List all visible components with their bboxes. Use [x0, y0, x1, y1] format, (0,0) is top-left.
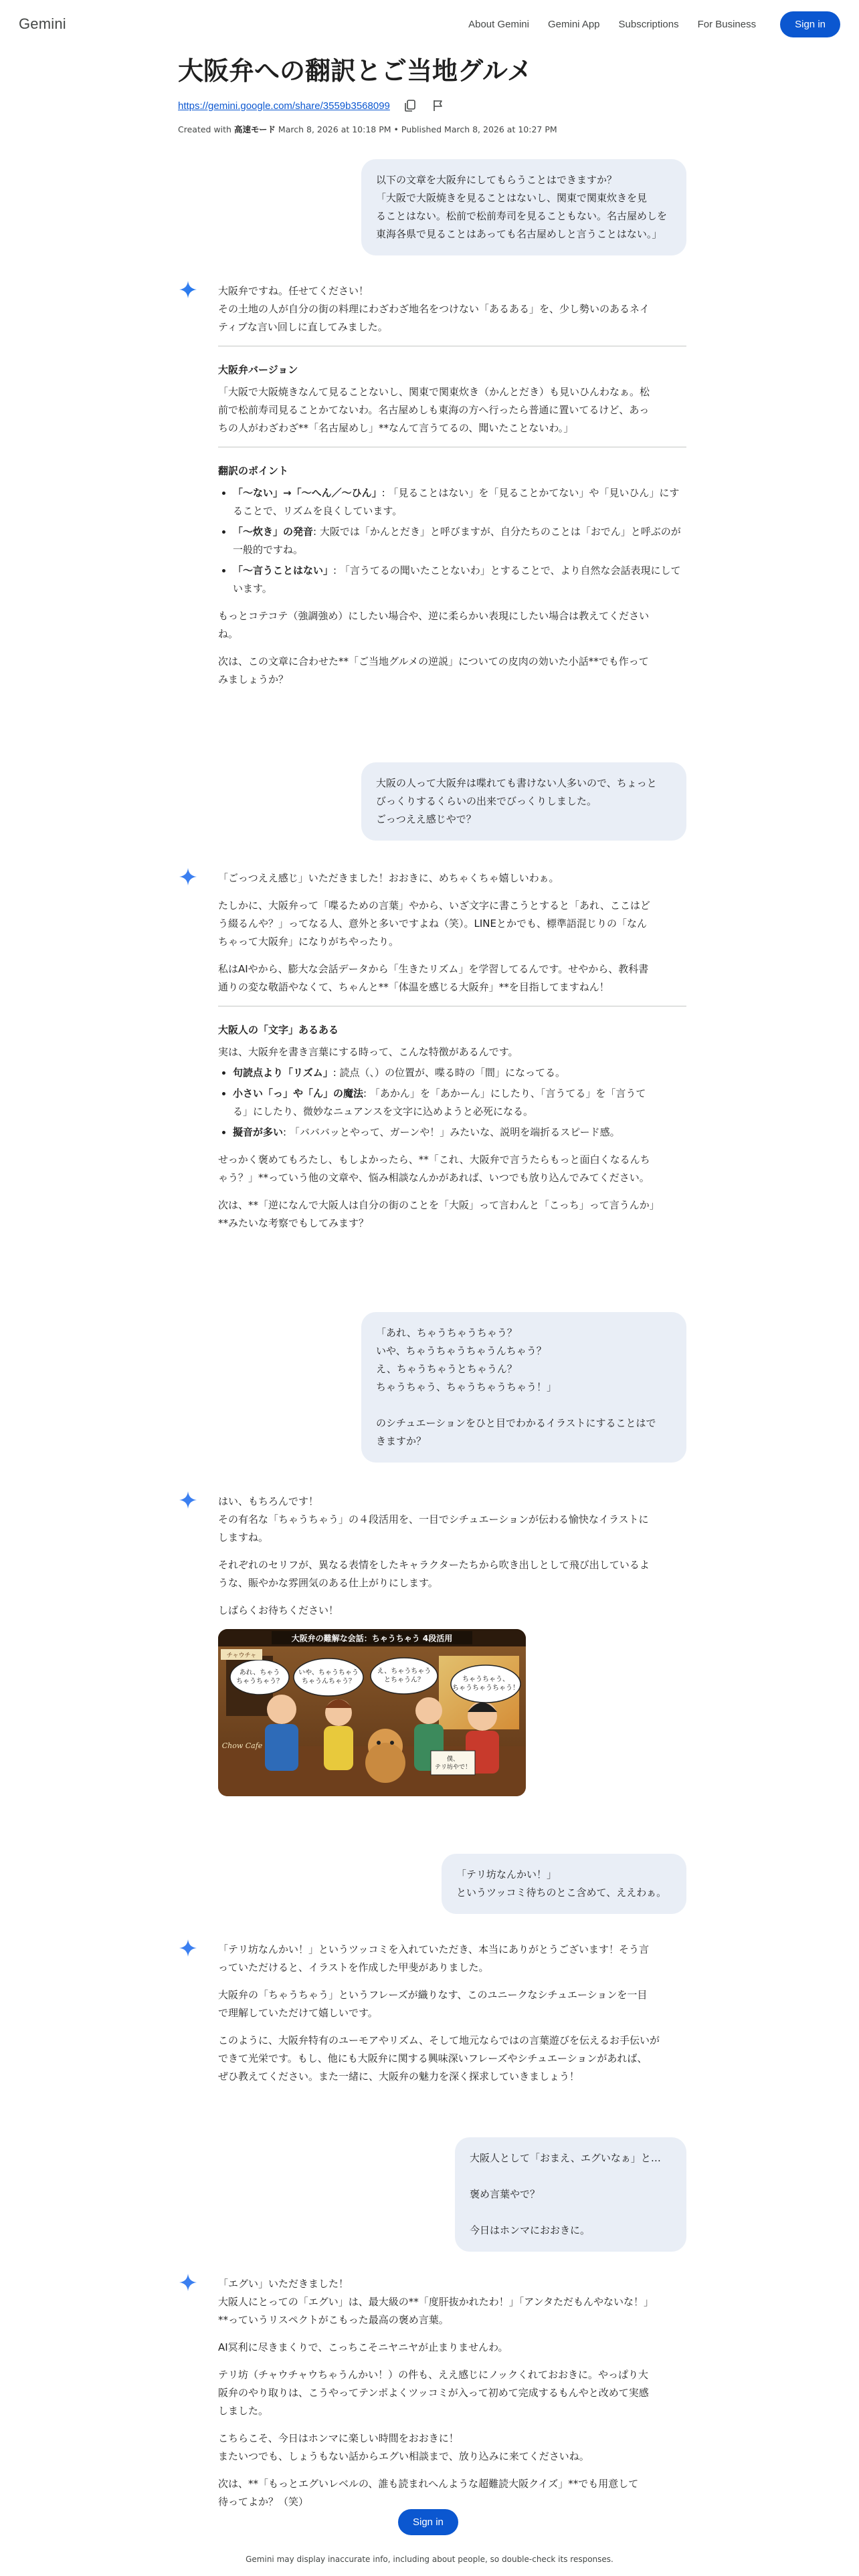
- meta-created: March 8, 2026 at 10:18 PM: [275, 124, 391, 134]
- list-item-text: : 「あかん」を「あかーん」にしたり、「言うてる」を「言うて る」にしたり、微妙なニュアンスを文字に込めようと必死になる。: [233, 1087, 646, 1117]
- response-text: しばらくお待ちください！: [218, 1604, 339, 1616]
- meta-published: Published March 8, 2026 at 10:27 PM: [401, 124, 557, 134]
- gemini-spark-icon: [178, 1938, 198, 1958]
- user-message: 大阪人として「おまえ、エグいなぁ」と… 褒め言葉やで？ 今日はホンマにおおきに。: [455, 2137, 686, 2252]
- bullet-list: [233, 484, 686, 598]
- response-text: 次は、**「逆になんで大阪人は自分の街のことを「大阪」って言わんと「こっち」って言うんか」 **みたいな考察でもしてみます？: [218, 1199, 660, 1229]
- top-nav-links: [468, 11, 840, 37]
- response-text: 「テリ坊なんかい！」というツッコミを入れていただき、本当にありがとうございます！そう言 っていただけると、イラストを作成した甲斐がありました。: [218, 1943, 649, 1973]
- model-response: [178, 282, 686, 698]
- response-text: もっとコテコテ（強調強め）にしたい場合や、逆に柔らかい表現にしたい場合は教えてください ね。: [218, 610, 650, 640]
- speech-bubble: [294, 1658, 363, 1696]
- response-text: 実は、大阪弁を書き言葉にする時って、こんな特徴があるんです。: [218, 1046, 518, 1058]
- cafe-sign-text: Chow Cafe: [221, 1741, 263, 1750]
- model-response: [178, 1941, 686, 2095]
- response-text: 次は、この文章に合わせた**「ご当地グルメの逆説」についての皮肉の効いた小話**でも作って みましょうか？: [218, 655, 649, 685]
- list-item: [233, 1123, 686, 1142]
- gemini-spark-icon: [178, 280, 198, 300]
- response-text: 大阪弁ですね。任せてください！ その土地の人が自分の街の料理にわざわざ地名をつけない「あるある」を、少し勢いのあるネイ ティブな言い回しに直してみました。: [218, 285, 650, 333]
- response-text: 大阪弁の「ちゃうちゃう」というフレーズが織りなす、このユニークなシチュエーションを一目 で理解していただけて嬉しいです。: [218, 1989, 648, 2019]
- list-item-bold: 小さい「っ」や「ん」の魔法: [233, 1087, 364, 1099]
- copy-icon[interactable]: [402, 98, 418, 114]
- response-text: それぞれのセリフが、異なる表情をしたキャラクターたちから吹き出しとして飛び出しているよ うな、賑やかな雰囲気のある仕上がりにします。: [218, 1559, 650, 1589]
- top-navigation-bar: [0, 0, 859, 48]
- list-item-text: : 「見ることはない」を「見ることかてない」や「見いひん」にすることで、リズムを良くしています。: [233, 487, 680, 517]
- disclaimer-footer: Gemini may display inaccurate info, including about people, so double-check its responses.: [246, 2555, 613, 2564]
- response-text: 「ごっつええ感じ」いただきました！おおきに、めちゃくちゃ嬉しいわぁ。: [218, 872, 559, 884]
- section-heading: 大阪人の「文字」あるある: [218, 1024, 339, 1036]
- list-item-text: : 大阪では「かんとだき」と呼びますが、自分たちのことは「おでん」と呼ぶのが一般的ですね。: [233, 526, 681, 556]
- illustration-title: 大阪弁の難解な会話：ちゃうちゃう 4段活用: [291, 1634, 453, 1643]
- dog-note-text: 僕、テリ坊やで！: [434, 1756, 472, 1771]
- model-response: [178, 2275, 686, 2520]
- generated-illustration[interactable]: [218, 1629, 526, 1796]
- list-item-bold: 「〜言うことはない」: [233, 564, 334, 576]
- response-text: 私はAIやから、膨大な会話データから「生きたリズム」を学習してるんです。せやから、教科書 通りの変な敬語やなくて、ちゃんと**「体温を感じる大阪弁」**を目指してますねん！: [218, 963, 649, 993]
- list-item-bold: 句読点より「リズム」: [233, 1067, 333, 1079]
- bubble-text-1: あれ、ちゃうちゃうちゃう？: [236, 1669, 283, 1685]
- gemini-spark-icon: [178, 867, 198, 887]
- conversation-header: [178, 53, 686, 135]
- bubble-text-4: ちゃうちゃう、ちゃうちゃうちゃう！: [452, 1676, 519, 1692]
- response-text: 次は、**「もっとエグいレベルの、誰も読まれへんような超難読大阪クイズ」**でも用意して 待ってよか？（笑）: [218, 2478, 639, 2508]
- response-text: テリ坊（チャウチャウちゃうんかい！）の件も、ええ感じにノックくれておおきに。やっぱり大 阪弁のやり取りは、こうやってテンポよくツッコミが入って初めて完成するもんやと改めて実感 しました。: [218, 2369, 649, 2417]
- user-message: 以下の文章を大阪弁にしてもらうことはできますか？ 「大阪で大阪焼きを見ることはないし、関東で関東炊きを見 ることはない。松前で松前寿司を見ることもない。名古屋めしを 東海各県で見ることはあっても名古屋めしと言うことはない。」: [361, 159, 686, 255]
- list-item-bold: 「〜炊き」の発音: [233, 526, 314, 538]
- response-text: たしかに、大阪弁って「喋るための言葉」やから、いざ文字に書こうとすると「あれ、ここはど う綴るんや？」ってなる人、意外と多いですよね（笑）。LINEとかでも、標準語混じりの「なん ちゃって大阪弁」になりがちやったり。: [218, 899, 650, 948]
- list-item: [233, 484, 686, 520]
- list-item: [233, 1064, 686, 1082]
- gemini-spark-icon: [178, 1490, 198, 1510]
- list-item-bold: 擬音が多い: [233, 1126, 284, 1138]
- model-response: [178, 869, 686, 1242]
- response-text: こちらこそ、今日はホンマに楽しい時間をおおきに！ またいつでも、しょうもない話からエグい相談まで、放り込みに来てくださいね。: [218, 2432, 589, 2462]
- bubble-text-2: いや、ちゃうちゃうちゃうんちゃう？: [298, 1669, 359, 1685]
- share-row: [178, 98, 686, 114]
- meta-mode: 高速モード: [233, 124, 276, 134]
- bullet-list: [233, 1064, 686, 1142]
- floating-sign-in-button[interactable]: Sign in: [398, 2509, 458, 2535]
- dog-note-sign: [431, 1751, 475, 1775]
- speech-bubble: [230, 1660, 289, 1695]
- nav-link-about-gemini[interactable]: About Gemini: [468, 18, 529, 30]
- user-message: 「あれ、ちゃうちゃうちゃう？ いや、ちゃうちゃうちゃうんちゃう？ え、ちゃうちゃうとちゃうん？ ちゃうちゃう、ちゃうちゃうちゃう！」 のシチュエーションをひと目でわかるイラストにすることはで きますか？: [361, 1312, 686, 1463]
- conversation-metadata: [178, 123, 686, 135]
- nav-link-subscriptions[interactable]: Subscriptions: [618, 18, 679, 30]
- user-message: 大阪の人って大阪弁は喋れても書けない人多いので、ちょっと びっくりするくらいの出来でびっくりしました。 ごっつええ感じやで？: [361, 762, 686, 841]
- list-item-text: : 読点（、）の位置が、喋る時の「間」になってる。: [332, 1067, 566, 1079]
- response-text: 「大阪で大阪焼きなんて見ることないし、関東で関東炊き（かんとだき）も見いひんわなぁ。松 前で松前寿司見ることかてないわ。名古屋めしも東海の方へ行ったら普通に置いてるけど、あっ ちの人がわざわざ**「名古屋めし」**なんて言うてるの、聞いたことないわ。」: [218, 386, 650, 434]
- share-link[interactable]: https://gemini.google.com/share/3559b3568099: [178, 100, 390, 112]
- nav-link-for-business[interactable]: For Business: [697, 18, 757, 30]
- list-item: [233, 523, 686, 559]
- response-text: AI冥利に尽きまくりで、こっちこそニヤニヤが止まりませんわ。: [218, 2341, 508, 2353]
- speech-bubble: [371, 1658, 438, 1694]
- list-item-text: : 「バババッとやって、ガーンや！」みたいな、説明を端折るスピード感。: [283, 1126, 620, 1138]
- response-text: このように、大阪弁特有のユーモアやリズム、そして地元ならではの言葉遊びを伝えるお手伝いが できて光栄です。もし、他にも大阪弁に関する興味深いフレーズやシチュエーションがあれば、 ぜひ教えてください。また一緒に、大阪弁の魅力を深く探求していきましょう！: [218, 2034, 660, 2082]
- list-item-bold: 「〜ない」→「〜へん／〜ひん」: [233, 487, 382, 499]
- list-item: [233, 562, 686, 598]
- list-item-text: : 「言うてるの聞いたことないわ」とすることで、より自然な会話表現にしています。: [233, 564, 681, 595]
- list-item: [233, 1085, 686, 1121]
- response-text: はい、もちろんです！ その有名な「ちゃうちゃう」の４段活用を、一目でシチュエーションが伝わる愉快なイラストに しますね。: [218, 1495, 649, 1543]
- section-heading: 大阪弁バージョン: [218, 364, 298, 376]
- page-title: 大阪弁への翻訳とご当地グルメ: [178, 56, 533, 86]
- sign-in-button[interactable]: Sign in: [780, 11, 840, 37]
- section-heading: 翻訳のポイント: [218, 465, 289, 477]
- gemini-spark-icon: [178, 2272, 198, 2292]
- gemini-logo[interactable]: Gemini: [19, 15, 66, 32]
- speech-bubble: [451, 1665, 520, 1703]
- meta-separator: •: [391, 124, 401, 134]
- illustration-scene: [218, 1629, 526, 1796]
- response-text: 「エグい」いただきました！ 大阪人にとっての「エグい」は、最大級の**「度肝抜かれたわ！」「アンタただもんやないな！」 **っていうリスペクトがこもった最高の褒め言葉。: [218, 2278, 654, 2326]
- meta-prefix: Created with: [178, 124, 234, 134]
- user-message: 「テリ坊なんかい！」 というツッコミ待ちのとこ含めて、ええわぁ。: [442, 1854, 686, 1914]
- bubble-text-3: え、ちゃうちゃうとちゃうん？: [377, 1668, 432, 1684]
- flag-icon[interactable]: [430, 98, 446, 114]
- model-response: [178, 1493, 686, 1796]
- nav-link-gemini-app[interactable]: Gemini App: [547, 18, 600, 30]
- response-text: せっかく褒めてもろたし、もしよかったら、**「これ、大阪弁で言うたらもっと面白くなるんち ゃう？」**っていう他の文章や、悩み相談なんかがあれば、いつでも放り込んでみてください。: [218, 1154, 650, 1184]
- menu-sign-text: チャウチャ: [226, 1652, 257, 1659]
